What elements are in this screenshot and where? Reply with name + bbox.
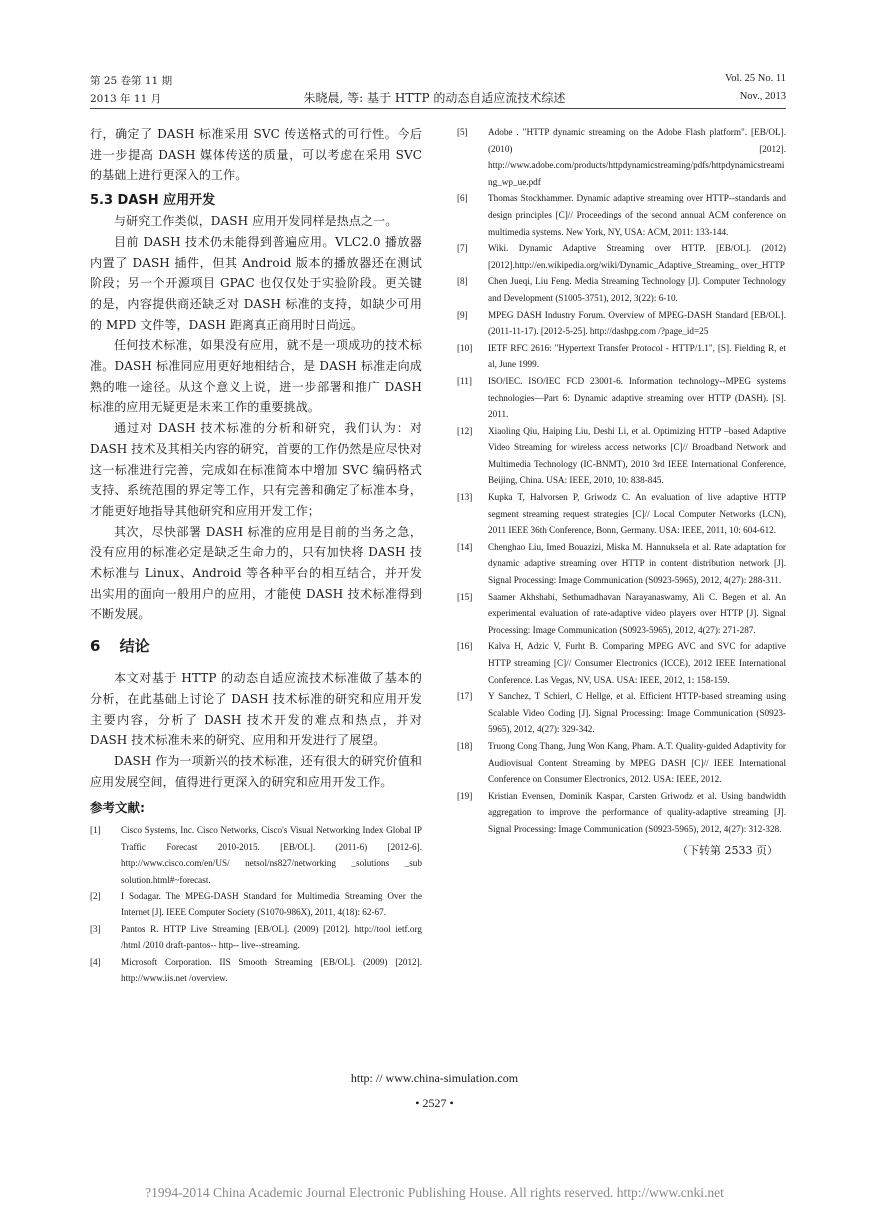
paragraph: 目前 DASH 技术仍未能得到普遍应用。VLC2.0 播放器内置了 DASH 插件，但其 Android 版本的播放器还在测试阶段；另一个开源项目 GPAC 也仅仅处于实验阶段。更关键的是，内容提供商还缺乏对 DASH 标准的支持，如缺少可用的 MPD 文件等，DASH 距离真正商用时日尚远。 [90, 234, 422, 332]
reference-text: Microsoft Corporation. IIS Smooth Streaming [EB/OL]. (2009) [2012]. http://www.iis.net /overview. [121, 956, 422, 984]
reference-text: Pantos R. HTTP Live Streaming [EB/OL]. (2009) [2012]. http://tool ietf.org /html /2010 draft-pantos-- http-- live--streaming. [121, 923, 422, 951]
cnki-watermark: ?1994-2014 China Academic Journal Electronic Publishing House. All rights reserved. http://www.cnki.net [145, 1185, 724, 1200]
reference-number: [4] [90, 956, 101, 967]
reference-number: [18] [457, 740, 473, 751]
reference-text: Thomas Stockhammer. Dynamic adaptive streaming over HTTP--standards and design principles [C]// Proceedings of the second annual ACM conference on multimedia systems. New York, NY, USA: ACM, 2011: 133-144. [488, 193, 786, 237]
reference-number: [14] [457, 541, 473, 552]
reference-item [457, 373, 786, 423]
reference-text: Truong Cong Thang, Jung Won Kang, Pham. A.T. Quality-guided Adaptivity for Audiovisual Content Streaming by MPEG DASH [C]// IEEE International Conference on Consumer Electronics, 2012. USA: IEEE, 2012. [488, 740, 786, 785]
journal-date: 2013 年 11 月 [90, 93, 162, 105]
reference-number: [19] [457, 790, 473, 801]
reference-text: Chen Jueqi, Liu Feng. Media Streaming Technology [J]. Computer Technology and Development (S1005-3751), 2012, 3(22): 6-10. [488, 276, 786, 303]
reference-number: [11] [457, 375, 472, 386]
header-rule [90, 108, 786, 109]
footer-url: http: // www.china-simulation.com [350, 1071, 519, 1085]
reference-text: Chenghao Liu, Imed Bouazizi, Miska M. Hannuksela et al. Rate adaptation for dynamic adaptive streaming over HTTP in content distribution network [J]. Signal Processing: Image Communication (S0923-5965), 2012, 4(27): 288-311. [488, 541, 786, 586]
reference-item [457, 788, 786, 838]
reference-number: [17] [457, 691, 473, 702]
reference-item [457, 423, 786, 489]
reference-number: [5] [457, 127, 468, 137]
reference-number: [16] [457, 641, 473, 652]
reference-item [457, 340, 786, 373]
section-heading-5-3: 5.3 DASH 应用开发 [90, 193, 216, 209]
reference-item [90, 822, 422, 888]
running-title: 朱晓晨, 等: 基于 HTTP 的动态自适应流技术综述 [303, 91, 566, 105]
reference-text: Adobe . "HTTP dynamic streaming on the Adobe Flash platform". [EB/OL]. (2010) [2012]. http://www.adobe.com/products/httpdynamicstreaming/pdfs/httpdynamicstreaming_wp_ue.pdf [488, 127, 786, 187]
left-column [90, 124, 422, 986]
reference-number: [3] [90, 923, 101, 934]
reference-item [457, 589, 786, 639]
reference-text: Cisco Systems, Inc. Cisco Networks, Cisco's Visual Networking Index Global IP Traffic Forecast 2010-2015. [EB/OL]. (2011-6) [2012-6]. http://www.cisco.com/en/US/ netsol/ns827/networking _solutions _sub solution.html#~forecast. [121, 825, 422, 885]
reference-number: [8] [457, 276, 468, 287]
reference-item [457, 240, 786, 273]
reference-number: [13] [457, 492, 473, 503]
section-heading-6: 6 结论 [90, 637, 150, 656]
reference-number: [2] [90, 891, 101, 902]
reference-item [457, 638, 786, 688]
date-en: Nov., 2013 [739, 91, 786, 102]
reference-item [457, 124, 786, 190]
paragraph: 通过对 DASH 技术标准的分析和研究，我们认为：对 DASH 技术及其相关内容的研究，首要的工作仍然是应尽快对这一标准进行完善，完成如在标准简本中增加 SVC 编码格式支持、系统范围的界定等工作，只有完善和确定了标准本身，才能更好地指导其他研究和应用开发工作； [90, 421, 422, 518]
reference-text: Kupka T, Halvorsen P, Griwodz C. An evaluation of live adaptive HTTP segment streaming request strategies [C]// Local Computer Networks (LCN), 2011 IEEE 36th Conference, Bonn, Germany. USA: IEEE, 2011, 10: 604-612. [488, 492, 786, 536]
reference-item [90, 888, 422, 921]
paragraph: DASH 作为一项新兴的技术标准，还有很大的研究价值和应用发展空间，值得进行更深入的研究和应用开发工作。 [90, 753, 422, 789]
paragraph: 行，确定了 DASH 标准采用 SVC 传送格式的可行性。今后进一步提高 DASH 媒体传送的质量，可以考虑在采用 SVC 的基础上进行更深入的工作。 [90, 127, 422, 183]
reference-number: [1] [90, 825, 101, 836]
paragraph: 本文对基于 HTTP 的动态自适应流技术标准做了基本的分析，在此基础上讨论了 DASH 技术标准的研究和应用开发主要内容，分析了 DASH 技术开发的难点和热点，并对 DASH 技术标准未来的研究、应用和开发进行了展望。 [90, 671, 422, 748]
paragraph: 与研究工作类似，DASH 应用开发同样是热点之一。 [114, 214, 398, 229]
continued-note: （下转第 2533 页） [677, 843, 778, 857]
reference-item [457, 489, 786, 539]
reference-text: Kristian Evensen, Dominik Kaspar, Carsten Griwodz et al. Using bandwidth aggregation to improve the performance of quality-adaptive streaming [J]. Signal Processing: Image Communication (S0923-5965), 2012, 4(27): 312-328. [488, 790, 786, 834]
reference-number: [15] [457, 591, 473, 602]
journal-issue: 第 25 卷第 11 期 [90, 75, 173, 87]
reference-text: Y Sanchez, T Schierl, C Hellge, et al. Efficient HTTP-based streaming using Scalable Video Coding [J]. Signal Processing: Image Communication (S0923-5965), 2012, 4(27): 329-342. [488, 691, 786, 735]
reference-number: [7] [457, 243, 468, 254]
reference-text: Xiaoling Qiu, Haiping Liu, Deshi Li, et al. Optimizing HTTP –based Adaptive Video Streaming for wireless access networks [C]// Broadband Network and Multimedia Technology (IC-BNMT), 2010 3rd IEEE International Conference, Beijing, China. USA: IEEE, 2010, 10: 838-845. [488, 425, 786, 486]
reference-number: [9] [457, 309, 468, 320]
reference-text: ISO/IEC. ISO/IEC FCD 23001-6. Information technology--MPEG systems technologies—Part 6: Dynamic adaptive streaming over HTTP (DASH). [S]. 2011. [488, 375, 786, 420]
reference-text: Wiki. Dynamic Adaptive Streaming over HTTP. [EB/OL]. (2012) [2012].http://en.wikipedia.org/wiki/Dynamic_Adaptive_Streaming_ over_HTTP [488, 243, 786, 270]
reference-text: Saamer Akhshabi, Sethumadhavan Narayanaswamy, Ali C. Begen et al. An experimental evaluation of rate-adaptive video players over HTTP [J]. Signal Processing: Image Communication (S0923-5965), 2012, 4(27): 271-287. [488, 591, 786, 635]
reference-text: I Sodagar. The MPEG-DASH Standard for Multimedia Streaming Over the Internet [J]. IEEE Computer Society (S1070-986X), 2011, 4(18): 62-67. [121, 891, 422, 918]
paragraph: 任何技术标准，如果没有应用，就不是一项成功的技术标准。DASH 标准同应用更好地相结合，是 DASH 标准走向成熟的唯一途径。从这个意义上说，进一步部署和推广 DASH 标准的应用无疑更是未来工作的重要挑战。 [90, 338, 422, 415]
reference-item [457, 273, 786, 306]
reference-item [457, 688, 786, 738]
references-list-left [90, 822, 422, 986]
volume-en: Vol. 25 No. 11 [725, 73, 786, 84]
reference-item [457, 539, 786, 589]
reference-text: IETF RFC 2616: "Hypertext Transfer Protocol - HTTP/1.1", [S]. Fielding R, et al, June 1999. [488, 342, 786, 370]
reference-item [457, 307, 786, 340]
reference-item [457, 738, 786, 788]
references-heading: 参考文献: [90, 800, 145, 816]
paragraph: 其次，尽快部署 DASH 标准的应用是目前的当务之急，没有应用的标准必定是缺乏生命力的，只有加快将 DASH 技术标准与 Linux、Android 等各种平台的相互结合，并开发出实用的面向一般用户的应用，才能使 DASH 技术标准得到不断发展。 [90, 524, 422, 622]
reference-text: Kalva H, Adzic V, Furht B. Comparing MPEG AVC and SVC for adaptive HTTP streaming [C]// Consumer Electronics (ICCE), 2012 IEEE International Conference. Las Vegas, NV, USA. USA: IEEE, 2012, 1: 158-159. [488, 641, 786, 685]
reference-item [457, 190, 786, 240]
reference-number: [12] [457, 425, 473, 436]
reference-number: [10] [457, 342, 473, 353]
reference-number: [6] [457, 193, 468, 204]
reference-text: MPEG DASH Industry Forum. Overview of MPEG-DASH Standard [EB/OL]. (2011-11-17). [2012-5-25]. http://dashpg.com /?page_id=25 [488, 309, 786, 337]
page-number: • 2527 • [415, 1096, 454, 1110]
right-column [457, 124, 786, 858]
reference-item [90, 954, 422, 987]
reference-item [90, 921, 422, 954]
